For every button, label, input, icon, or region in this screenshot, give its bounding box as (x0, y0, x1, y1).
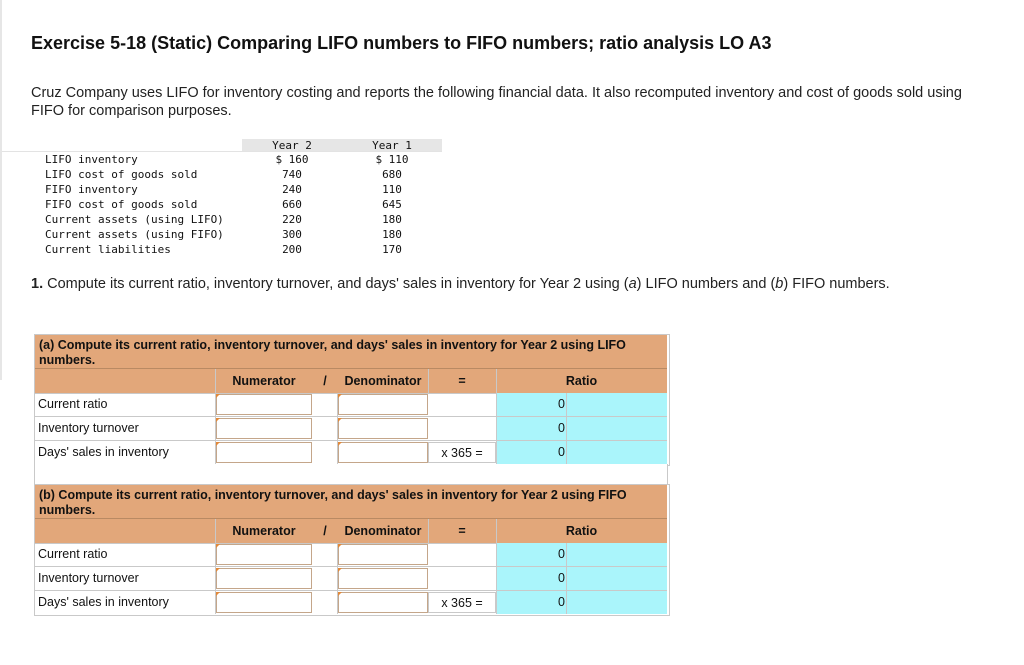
part-a-column-header (35, 369, 667, 394)
row-label: FIFO inventory (45, 183, 138, 196)
ratio-value: 0 (558, 421, 565, 435)
ratio-result (496, 543, 667, 566)
table-row (35, 417, 667, 441)
row-label: Inventory turnover (38, 571, 139, 585)
row-label: Current ratio (38, 397, 108, 411)
part-b-heading: (b) Compute its current ratio, inventory turnover, and days' sales in inventory for Year 2 using FIFO numbers. (35, 485, 667, 519)
value-year-2: 300 (282, 228, 302, 241)
ratio-result (496, 441, 667, 464)
denominator-header: Denominator (344, 524, 422, 538)
financials-table (2, 151, 442, 260)
divide-header: / (323, 374, 327, 388)
numerator-input[interactable] (216, 544, 312, 565)
value-year-2: 240 (282, 183, 302, 196)
row-label: FIFO cost of goods sold (45, 198, 198, 211)
ratio-result (496, 567, 667, 590)
ratio-result (496, 417, 667, 440)
financials-row (2, 197, 442, 212)
value-year-1: 645 (382, 198, 402, 211)
denominator-header: Denominator (344, 374, 422, 388)
value-year-2: 740 (282, 168, 302, 181)
multiplier-cell (428, 418, 496, 439)
value-year-2: 200 (282, 243, 302, 256)
financials-row (2, 242, 442, 257)
numerator-header: Numerator (232, 374, 296, 388)
financials-row (2, 182, 442, 197)
row-label: LIFO cost of goods sold (45, 168, 198, 181)
part-b-panel (34, 484, 670, 616)
question-part-1: Compute its current ratio, inventory turnover, and days' sales in inventory for Year 2 using ( (43, 276, 629, 292)
row-label: Days' sales in inventory (38, 445, 169, 459)
denominator-input[interactable] (338, 418, 428, 439)
row-label: Current assets (using FIFO) (45, 228, 224, 241)
row-label: LIFO inventory (45, 153, 138, 166)
value-year-1: 180 (382, 228, 402, 241)
ratio-value: 0 (558, 445, 565, 459)
question-text (31, 276, 890, 292)
part-a-panel (34, 334, 670, 466)
table-row (35, 567, 667, 591)
numerator-input[interactable] (216, 592, 312, 613)
multiplier-cell: x 365 = (428, 592, 496, 613)
question-b-letter: b (775, 276, 784, 292)
value-year-1: $ 110 (375, 153, 409, 166)
row-label: Current assets (using LIFO) (45, 213, 224, 226)
value-year-2: $ 160 (275, 153, 309, 166)
question-number: 1. (31, 276, 44, 292)
ratio-value: 0 (558, 595, 565, 609)
question-part-2: ) LIFO numbers and ( (636, 276, 776, 292)
financials-row (2, 212, 442, 227)
value-year-1: 170 (382, 243, 402, 256)
table-row (35, 591, 667, 614)
value-year-1: 180 (382, 213, 402, 226)
panel-separator (34, 464, 668, 484)
header-year-2: Year 2 (272, 139, 312, 152)
numerator-input[interactable] (216, 394, 312, 415)
table-row (35, 543, 667, 567)
question-part-3: ) FIFO numbers. (783, 276, 890, 292)
multiplier-cell: x 365 = (428, 442, 496, 463)
denominator-input[interactable] (338, 592, 428, 613)
ratio-result (496, 393, 667, 416)
table-row (35, 393, 667, 417)
ratio-value: 0 (558, 397, 565, 411)
part-b-column-header (35, 519, 667, 544)
page-title: Exercise 5-18 (Static) Comparing LIFO numbers to FIFO numbers; ratio analysis LO A3 (31, 33, 772, 53)
ratio-header: Ratio (565, 374, 598, 388)
divide-header: / (323, 524, 327, 538)
numerator-input[interactable] (216, 442, 312, 463)
ratio-header: Ratio (565, 524, 598, 538)
financials-row (2, 152, 442, 167)
table-row (35, 441, 667, 464)
multiplier-cell (428, 544, 496, 565)
multiplier-cell (428, 394, 496, 415)
numerator-input[interactable] (216, 568, 312, 589)
numerator-header: Numerator (232, 524, 296, 538)
part-a-heading: (a) Compute its current ratio, inventory turnover, and days' sales in inventory for Year 2 using LIFO numbers. (35, 335, 667, 369)
value-year-2: 220 (282, 213, 302, 226)
denominator-input[interactable] (338, 394, 428, 415)
equals-header: = (458, 524, 466, 538)
ratio-value: 0 (558, 571, 565, 585)
equals-header: = (458, 374, 466, 388)
numerator-input[interactable] (216, 418, 312, 439)
value-year-1: 680 (382, 168, 402, 181)
denominator-input[interactable] (338, 442, 428, 463)
financials-row (2, 227, 442, 242)
row-label: Current liabilities (45, 243, 171, 256)
denominator-input[interactable] (338, 568, 428, 589)
value-year-1: 110 (382, 183, 402, 196)
value-year-2: 660 (282, 198, 302, 211)
row-label: Current ratio (38, 547, 108, 561)
ratio-value: 0 (558, 547, 565, 561)
row-label: Inventory turnover (38, 421, 139, 435)
multiplier-cell (428, 568, 496, 589)
question-a-letter: a (628, 276, 637, 292)
header-year-1: Year 1 (372, 139, 412, 152)
row-label: Days' sales in inventory (38, 595, 169, 609)
financials-row (2, 167, 442, 182)
intro-text: Cruz Company uses LIFO for inventory costing and reports the following financial data. It also recomputed inventory and cost of goods sold using FIFO for comparison purposes. (31, 85, 962, 119)
ratio-result (496, 591, 667, 614)
denominator-input[interactable] (338, 544, 428, 565)
